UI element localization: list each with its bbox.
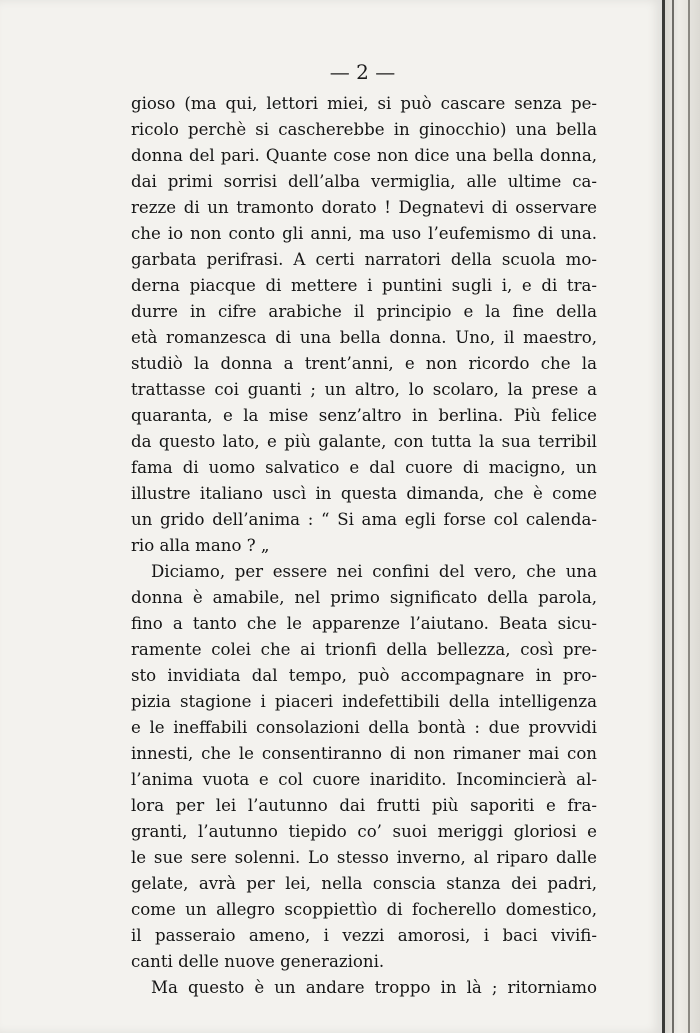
text-line: un grido dell’anima : “ Si ama egli forse col calenda-	[131, 510, 597, 529]
text-line: sto invidiata dal tempo, può accompagnare in pro-	[131, 666, 597, 685]
text-line: rio alla mano ? „	[131, 536, 270, 555]
text-line: da questo lato, e più galante, con tutta la sua terribil	[131, 432, 597, 451]
text-line: età romanzesca di una bella donna. Uno, il maestro,	[131, 328, 597, 347]
text-line: lora per lei l’autunno dai frutti più saporiti e fra-	[131, 796, 597, 815]
text-line: le sue sere solenni. Lo stesso inverno, al riparo dalle	[131, 848, 597, 867]
text-line: come un allegro scoppiettìo di focherello domestico,	[131, 900, 597, 919]
page-edge	[688, 0, 690, 1033]
text-line: Diciamo, per essere nei confini del vero, che una	[151, 562, 597, 581]
text-line: garbata perifrasi. A certi narratori della scuola mo-	[131, 250, 597, 269]
body-text	[131, 91, 597, 1001]
text-line: derna piacque di mettere i puntini sugli i, e di tra-	[131, 276, 597, 295]
text-line: quaranta, e la mise senz’altro in berlina. Più felice	[131, 406, 597, 425]
text-line: studiò la donna a trent’anni, e non ricordo che la	[131, 354, 597, 373]
text-line: granti, l’autunno tiepido co’ suoi meriggi gloriosi e	[131, 822, 597, 841]
text-line: fama di uomo salvatico e dal cuore di macigno, un	[131, 458, 597, 477]
text-line: trattasse coi guanti ; un altro, lo scolaro, la prese a	[131, 380, 597, 399]
text-line: rezze di un tramonto dorato ! Degnatevi di osservare	[131, 198, 597, 217]
text-line: ramente colei che ai trionfi della bellezza, così pre-	[131, 640, 597, 659]
text-line: e le ineffabili consolazioni della bontà : due provvidi	[131, 718, 597, 737]
text-line: illustre italiano uscì in questa dimanda, che è come	[131, 484, 597, 503]
text-line: pizia stagione i piaceri indefettibili della intelligenza	[131, 692, 597, 711]
text-line: innesti, che le consentiranno di non rimaner mai con	[131, 744, 597, 763]
text-line: che io non conto gli anni, ma uso l’eufemismo di una.	[131, 224, 597, 243]
text-line: gioso (ma qui, lettori miei, si può cascare senza pe-	[131, 94, 597, 113]
page-edge	[672, 0, 674, 1033]
page-number: — 2 —	[329, 60, 396, 84]
text-line: canti delle nuove generazioni.	[131, 952, 385, 971]
text-line: fino a tanto che le apparenze l’aiutano. Beata sicu-	[131, 614, 597, 633]
text-line: Ma questo è un andare troppo in là ; ritorniamo	[151, 978, 597, 997]
page-edge	[662, 0, 665, 1033]
book-spine	[665, 0, 700, 1033]
text-line: gelate, avrà per lei, nella conscia stanza dei padri,	[131, 874, 597, 893]
text-line: durre in cifre arabiche il principio e la fine della	[131, 302, 597, 321]
text-line: il passeraio ameno, i vezzi amorosi, i baci vivifi-	[131, 926, 597, 945]
text-line: l’anima vuota e col cuore inaridito. Incomincierà al-	[131, 770, 597, 789]
text-line: ricolo perchè si cascherebbe in ginocchio) una bella	[131, 120, 597, 139]
text-line: donna è amabile, nel primo significato della parola,	[131, 588, 597, 607]
text-line: donna del pari. Quante cose non dice una bella donna,	[131, 146, 597, 165]
text-line: dai primi sorrisi dell’alba vermiglia, alle ultime ca-	[131, 172, 597, 191]
